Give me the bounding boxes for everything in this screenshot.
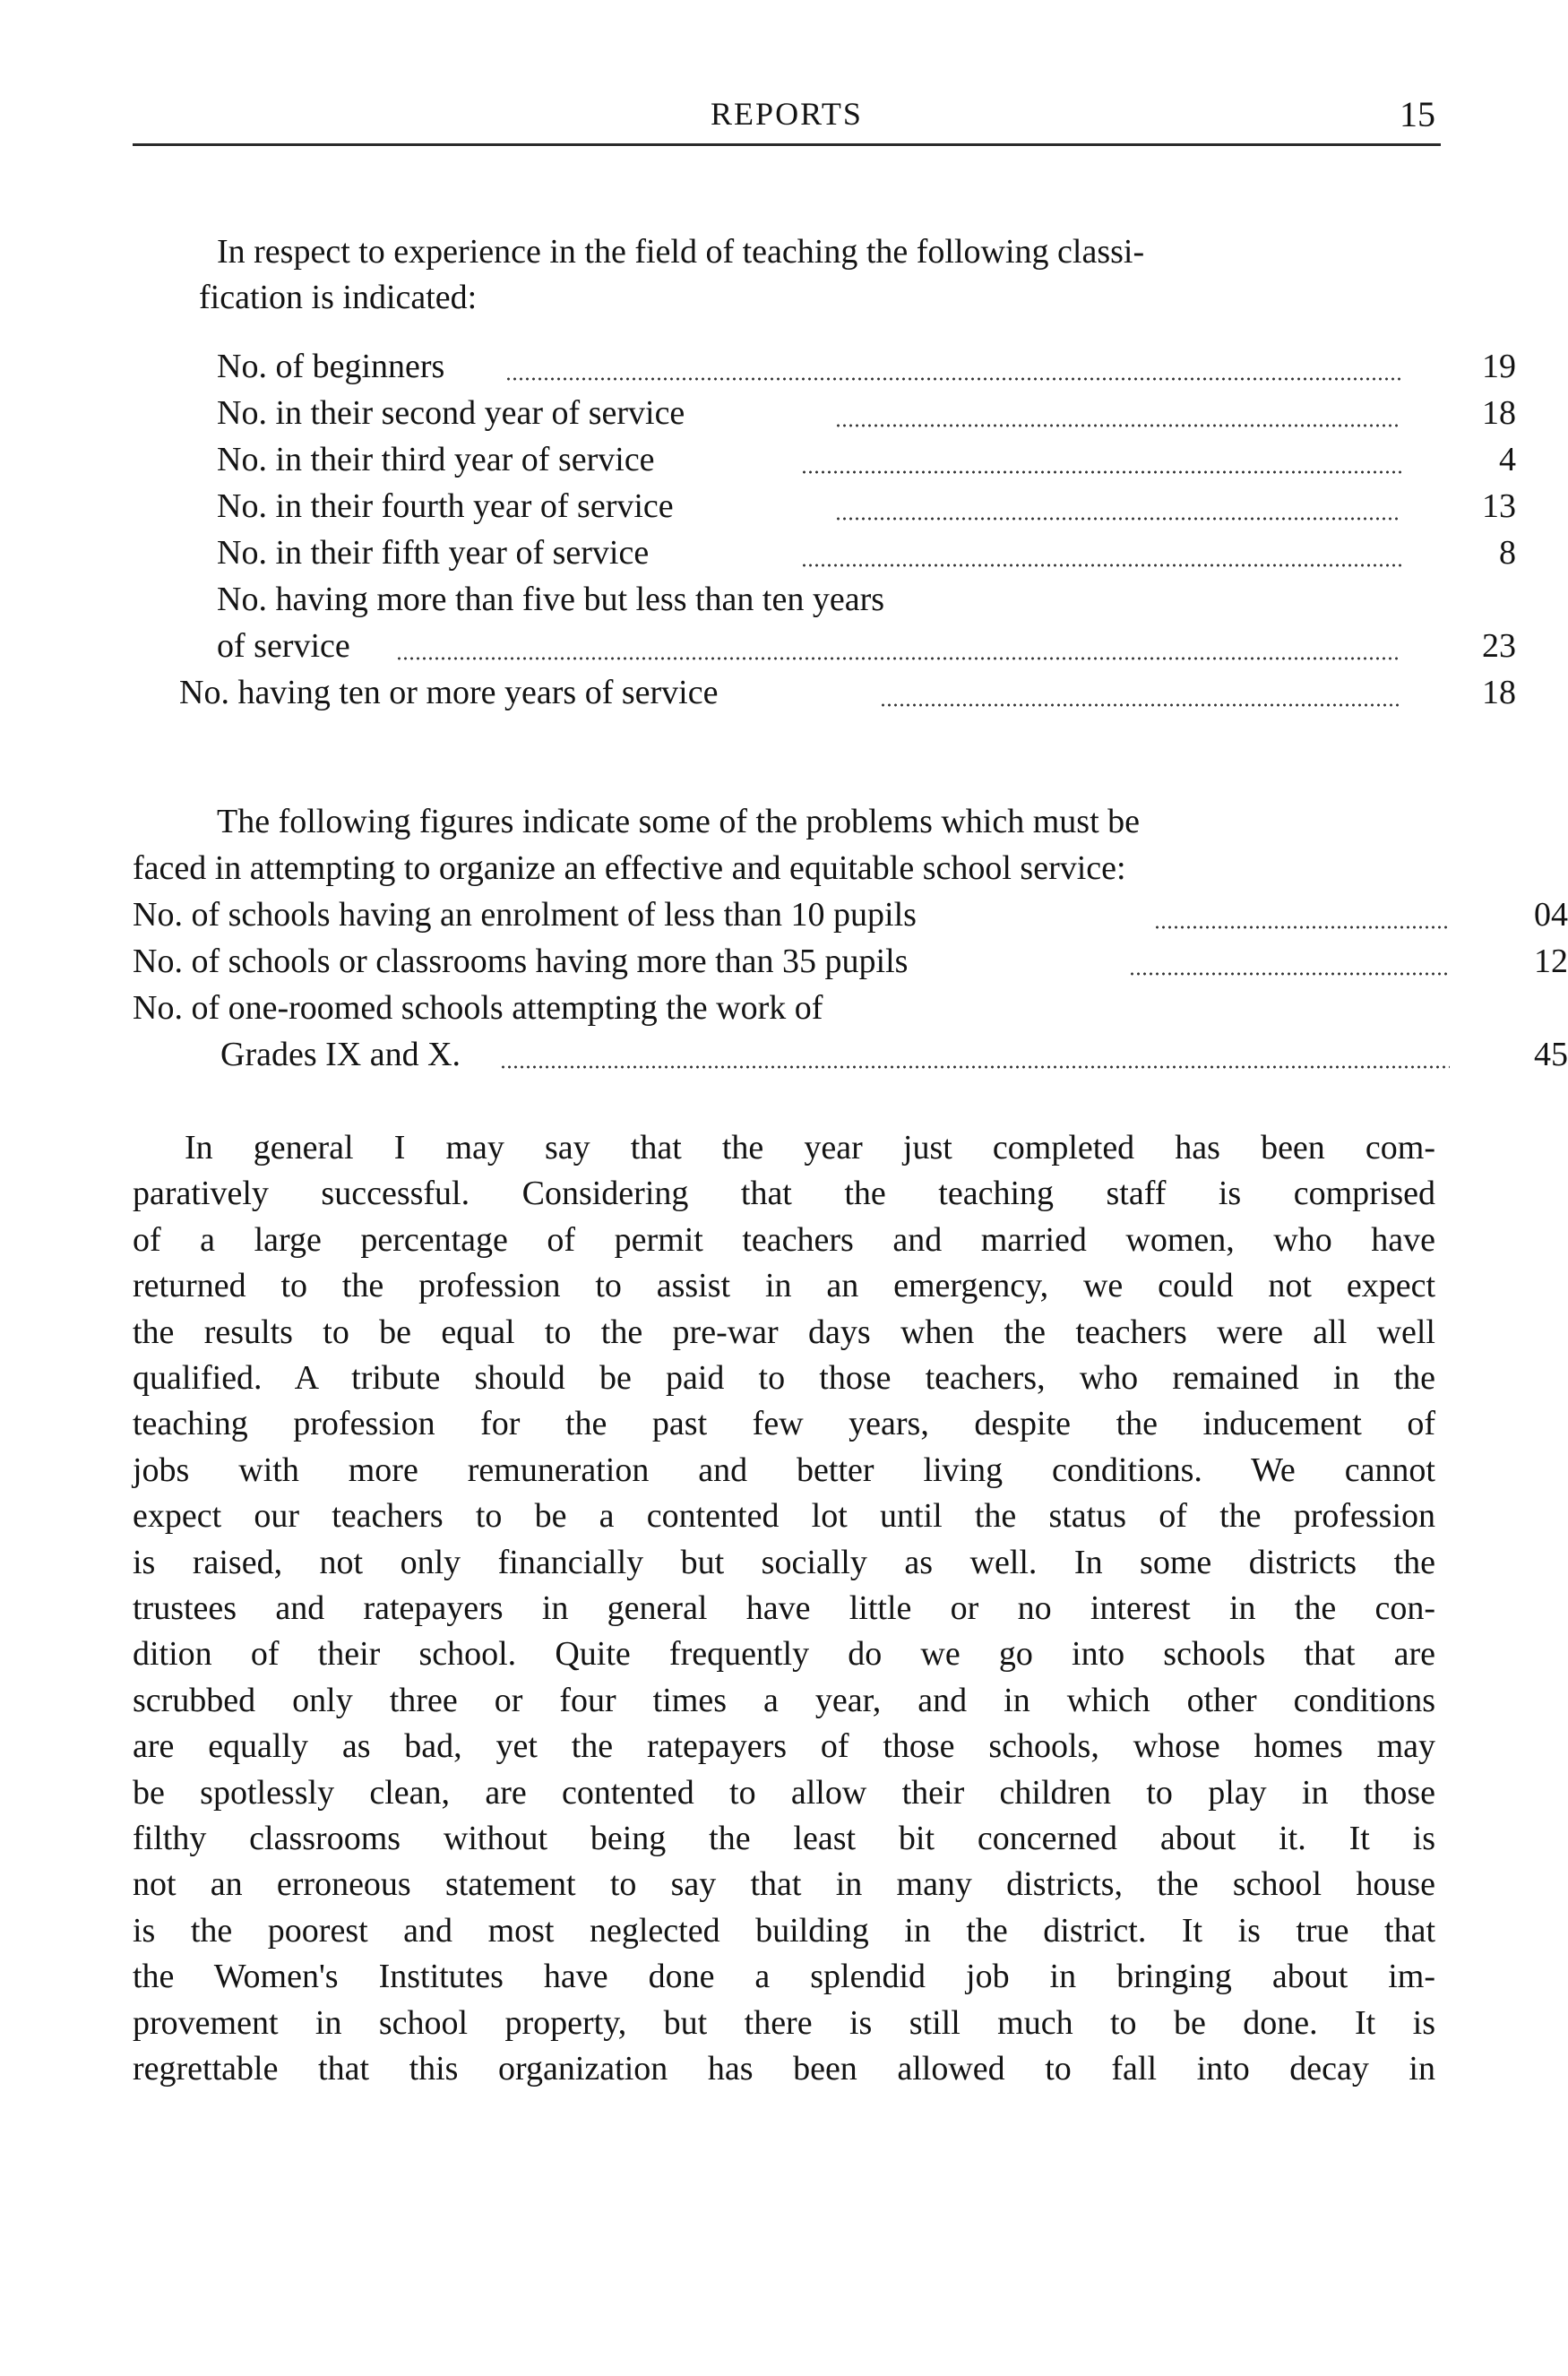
item-value: 04 bbox=[1534, 896, 1568, 934]
problems-intro-line: The following figures indicate some of the problems which must be bbox=[217, 803, 1140, 840]
dot-leader bbox=[500, 1032, 1450, 1078]
list-item bbox=[217, 530, 1516, 576]
intro-line: In respect to experience in the field of teaching the following classi- bbox=[217, 233, 1145, 271]
dot-leader bbox=[505, 344, 1401, 390]
item-value: 19 bbox=[1482, 348, 1516, 385]
item-value: 13 bbox=[1482, 487, 1516, 525]
item-continuation: of service bbox=[217, 627, 350, 665]
paragraph-line: returned to the profession to assist in an emergency, we could not expect bbox=[133, 1267, 1435, 1304]
paragraph-line: the Women's Institutes have done a splendid job in bringing about im- bbox=[133, 1958, 1435, 1995]
dot-leader bbox=[1154, 892, 1450, 938]
dot-leader bbox=[835, 484, 1401, 529]
paragraph-line: scrubbed only three or four times a year, and in which other conditions bbox=[133, 1682, 1435, 1719]
item-value: 4 bbox=[1499, 441, 1516, 478]
item-label: No. in their fifth year of service bbox=[217, 534, 650, 572]
list-item bbox=[217, 391, 1516, 436]
intro-line: fication is indicated: bbox=[199, 279, 478, 316]
paragraph-line: teaching profession for the past few years, despite the inducement of bbox=[133, 1405, 1435, 1442]
item-value: 12 bbox=[1534, 943, 1568, 980]
header-title: REPORTS bbox=[711, 96, 863, 132]
list-item bbox=[217, 577, 884, 623]
paragraph-line: regrettable that this organization has been allowed to fall into decay in bbox=[133, 2050, 1435, 2088]
list-item bbox=[179, 670, 1516, 716]
paragraph-line: provement in school property, but there is still much to be done. It is bbox=[133, 2004, 1435, 2042]
list-item-continuation bbox=[217, 624, 1516, 669]
problems-intro-line: faced in attempting to organize an effective and equitable school service: bbox=[133, 849, 1126, 887]
paragraph-line: is the poorest and most neglected building in the district. It is true that bbox=[133, 1912, 1435, 1950]
item-label: No. of beginners bbox=[217, 348, 445, 385]
item-label: No. of one-roomed schools attempting the work of bbox=[133, 989, 823, 1027]
paragraph-line: be spotlessly clean, are contented to allow their children to play in those bbox=[133, 1774, 1435, 1812]
dot-leader bbox=[801, 437, 1401, 483]
paragraph-line: is raised, not only financially but socially as well. In some districts the bbox=[133, 1544, 1435, 1581]
paragraph-line: are equally as bad, yet the ratepayers of those schools, whose homes may bbox=[133, 1727, 1435, 1765]
running-header bbox=[133, 90, 1441, 146]
paragraph-line: In general I may say that the year just completed has been com- bbox=[185, 1129, 1435, 1166]
item-value: 8 bbox=[1499, 534, 1516, 572]
dot-leader bbox=[396, 624, 1401, 669]
paragraph-line: qualified. A tribute should be paid to those teachers, who remained in the bbox=[133, 1359, 1435, 1397]
paragraph-line: filthy classrooms without being the least bit concerned about it. It is bbox=[133, 1820, 1435, 1857]
paragraph-line: not an erroneous statement to say that in many districts, the school house bbox=[133, 1865, 1435, 1903]
item-value: 18 bbox=[1482, 674, 1516, 711]
dot-leader bbox=[835, 391, 1401, 436]
item-label: No. having more than five but less than ten years bbox=[217, 581, 885, 618]
paragraph-line: of a large percentage of permit teachers and married women, who have bbox=[133, 1221, 1435, 1259]
item-label: No. of schools or classrooms having more than 35 pupils bbox=[133, 943, 909, 980]
paragraph-line: expect our teachers to be a contented lot until the status of the profession bbox=[133, 1497, 1435, 1535]
paragraph-line: jobs with more remuneration and better living conditions. We cannot bbox=[133, 1451, 1435, 1489]
item-label: No. in their third year of service bbox=[217, 441, 655, 478]
list-item bbox=[217, 484, 1516, 529]
paragraph-line: dition of their school. Quite frequently do we go into schools that are bbox=[133, 1635, 1435, 1673]
paragraph-line: the results to be equal to the pre-war days when the teachers were all well bbox=[133, 1313, 1435, 1351]
paragraph-line: trustees and ratepayers in general have little or no interest in the con- bbox=[133, 1589, 1435, 1627]
item-continuation: Grades IX and X. bbox=[220, 1036, 461, 1073]
list-item bbox=[133, 986, 823, 1031]
list-item-continuation bbox=[220, 1032, 1568, 1078]
item-label: No. having ten or more years of service bbox=[179, 674, 719, 711]
dot-leader bbox=[880, 670, 1401, 716]
list-item bbox=[133, 892, 1568, 938]
item-value: 45 bbox=[1534, 1036, 1568, 1073]
item-label: No. of schools having an enrolment of less than 10 pupils bbox=[133, 896, 917, 934]
item-value: 23 bbox=[1482, 627, 1516, 665]
list-item bbox=[217, 437, 1516, 483]
dot-leader bbox=[1129, 939, 1450, 985]
list-item bbox=[217, 344, 1516, 390]
list-item bbox=[133, 939, 1568, 985]
dot-leader bbox=[801, 530, 1401, 576]
item-label: No. in their fourth year of service bbox=[217, 487, 674, 525]
paragraph-line: paratively successful. Considering that the teaching staff is comprised bbox=[133, 1175, 1435, 1212]
page-number: 15 bbox=[1400, 94, 1435, 134]
item-value: 18 bbox=[1482, 394, 1516, 432]
item-label: No. in their second year of service bbox=[217, 394, 685, 432]
